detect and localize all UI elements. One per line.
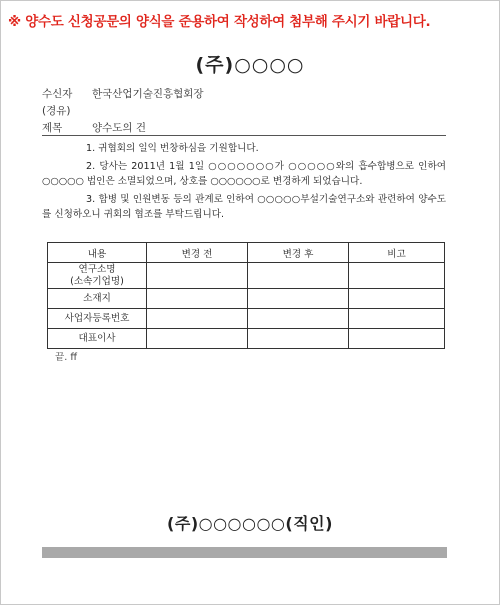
header-remarks: 비고	[349, 243, 445, 263]
cell-before[interactable]	[147, 309, 248, 329]
cell-after[interactable]	[248, 329, 349, 349]
table-row	[48, 309, 445, 329]
recipient-row	[42, 86, 204, 101]
paragraph-2: 2. 당사는 2011년 1월 1일 ○○○○○○○가 ○○○○○와의 흡수합병으로 인하여 ○○○○○ 법인은 소멸되었으며, 상호를 ○○○○○○로 변경하게 되었습니다.	[42, 161, 446, 187]
notice-text: ※ 양수도 신청공문의 양식을 준용하여 작성하여 첨부해 주시기 바랍니다.	[8, 14, 431, 30]
paragraph-1: 1. 귀협회의 일익 번창하심을 기원합니다.	[86, 143, 259, 154]
cell-before[interactable]	[147, 289, 248, 309]
header-after: 변경 후	[248, 243, 349, 263]
paragraph-3: 3. 합병 및 인원변동 등의 관계로 인하여 ○○○○○부설기술연구소와 관련하여 양수도를 신청하오니 귀회의 협조를 부탁드립니다.	[42, 194, 446, 220]
company-title: (주)○○○○	[195, 54, 305, 76]
row-label: 소재지	[48, 289, 147, 309]
body-paragraphs	[42, 141, 446, 225]
cell-after[interactable]	[248, 289, 349, 309]
cell-after[interactable]	[248, 263, 349, 289]
table-row	[48, 329, 445, 349]
subject-row	[42, 120, 146, 135]
company-seal-line: (주)○○○○○○(직인)	[167, 514, 333, 533]
row-label: 대표이사	[48, 329, 147, 349]
cell-remarks[interactable]	[349, 263, 445, 289]
end-mark: 끝. ff	[55, 352, 77, 363]
cell-before[interactable]	[147, 329, 248, 349]
header-before: 변경 전	[147, 243, 248, 263]
cell-remarks[interactable]	[349, 309, 445, 329]
recipient-value: 한국산업기술진흥협회장	[92, 88, 204, 100]
table-row	[48, 289, 445, 309]
recipient-label: 수신자	[42, 88, 73, 100]
cell-remarks[interactable]	[349, 329, 445, 349]
cell-after[interactable]	[248, 309, 349, 329]
cell-remarks[interactable]	[349, 289, 445, 309]
subject-value: 양수도의 건	[92, 122, 147, 134]
subject-label: 제목	[42, 122, 63, 134]
header-content: 내용	[48, 243, 147, 263]
via-label: (경유)	[42, 105, 71, 117]
table-header-row	[48, 243, 445, 263]
footer-bar	[42, 547, 447, 558]
row-label: 사업자등록번호	[48, 309, 147, 329]
table-row	[48, 263, 445, 289]
change-table	[47, 242, 445, 349]
cell-before[interactable]	[147, 263, 248, 289]
via-row	[42, 103, 70, 118]
subject-divider	[42, 135, 446, 136]
row-label: 연구소명 (소속기업명)	[48, 263, 147, 289]
